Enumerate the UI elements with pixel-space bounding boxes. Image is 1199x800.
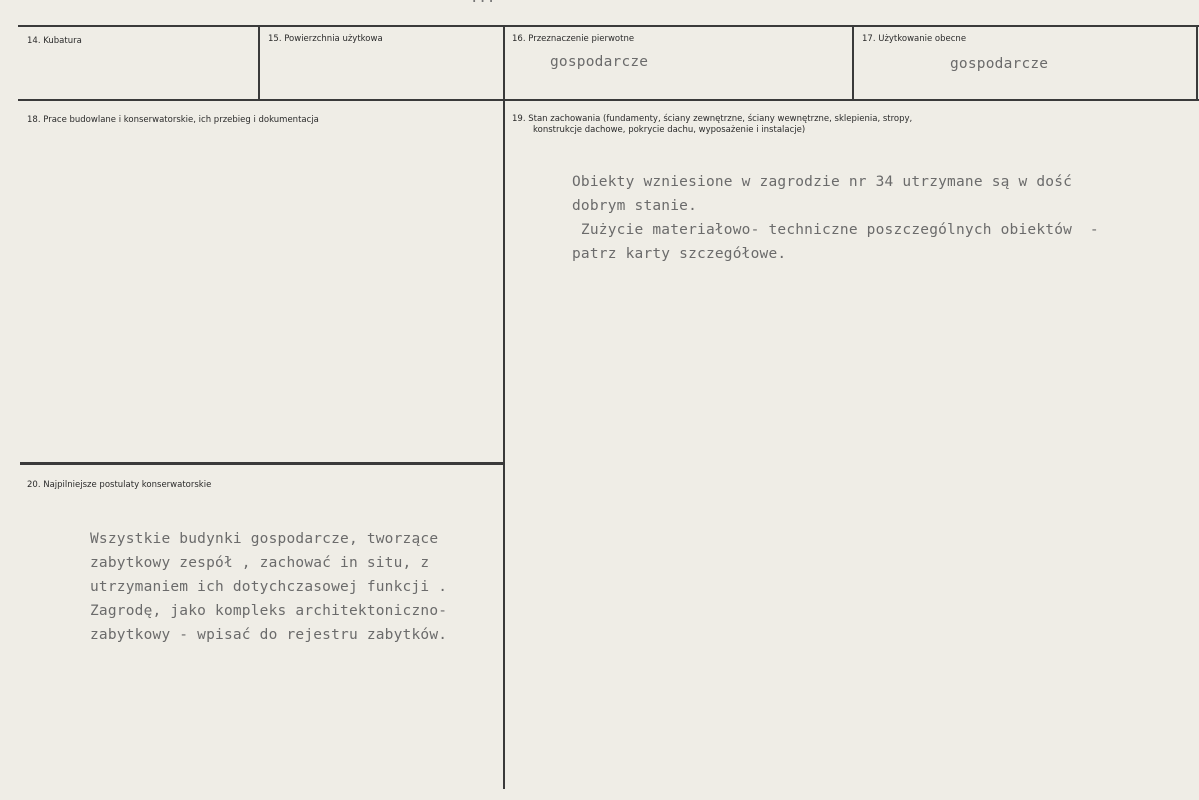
section-18-20-rule (20, 462, 504, 465)
field-17-value: gospodarcze (950, 56, 1049, 72)
col-divider-15-16 (503, 25, 505, 100)
top-rule (18, 25, 1199, 27)
field-17-label: 17. Użytkowanie obecne (862, 34, 967, 44)
row1-bottom-rule (18, 99, 1199, 101)
field-19-label-line2: konstrukcje dachowe, pokrycie dachu, wyposażenie i instalacje) (533, 125, 806, 135)
field-19-label-line1: 19. Stan zachowania (fundamenty, ściany zewnętrzne, ściany wewnętrzne, sklepienia, stropy, (512, 114, 913, 124)
right-edge-rule (1196, 25, 1198, 100)
col-divider-14-15 (258, 25, 260, 100)
field-20-line: zabytkowy - wpisać do rejestru zabytków. (90, 627, 448, 643)
field-20-label: 20. Najpilniejsze postulaty konserwatorskie (27, 480, 212, 490)
field-16-value: gospodarcze (550, 54, 649, 70)
field-20-line: Zagrodę, jako kompleks architektoniczno- (90, 603, 448, 619)
field-16-label: 16. Przeznaczenie pierwotne (512, 34, 635, 44)
field-20-text (90, 527, 447, 647)
col-divider-16-17 (852, 25, 854, 100)
field-19-line: dobrym stanie. (572, 198, 698, 214)
field-14-label: 14. Kubatura (27, 36, 82, 46)
field-15-label: 15. Powierzchnia użytkowa (268, 34, 383, 44)
field-19-text (572, 170, 1099, 266)
header-fragment (470, 0, 495, 6)
field-20-line: Wszystkie budynki gospodarcze, tworzące (90, 531, 439, 547)
col-divider-main (503, 99, 505, 789)
field-19-line: patrz karty szczegółowe. (572, 246, 787, 262)
field-20-line: utrzymaniem ich dotychczasowej funkcji . (90, 579, 448, 595)
field-20-line: zabytkowy zespół , zachować in situ, z (90, 555, 430, 571)
field-19-line: Obiekty wzniesione w zagrodzie nr 34 utrzymane są w dość (572, 174, 1073, 190)
field-18-label: 18. Prace budowlane i konserwatorskie, ich przebieg i dokumentacja (27, 115, 319, 125)
field-19-line: Zużycie materiałowo- techniczne poszczególnych obiektów - (572, 222, 1099, 238)
